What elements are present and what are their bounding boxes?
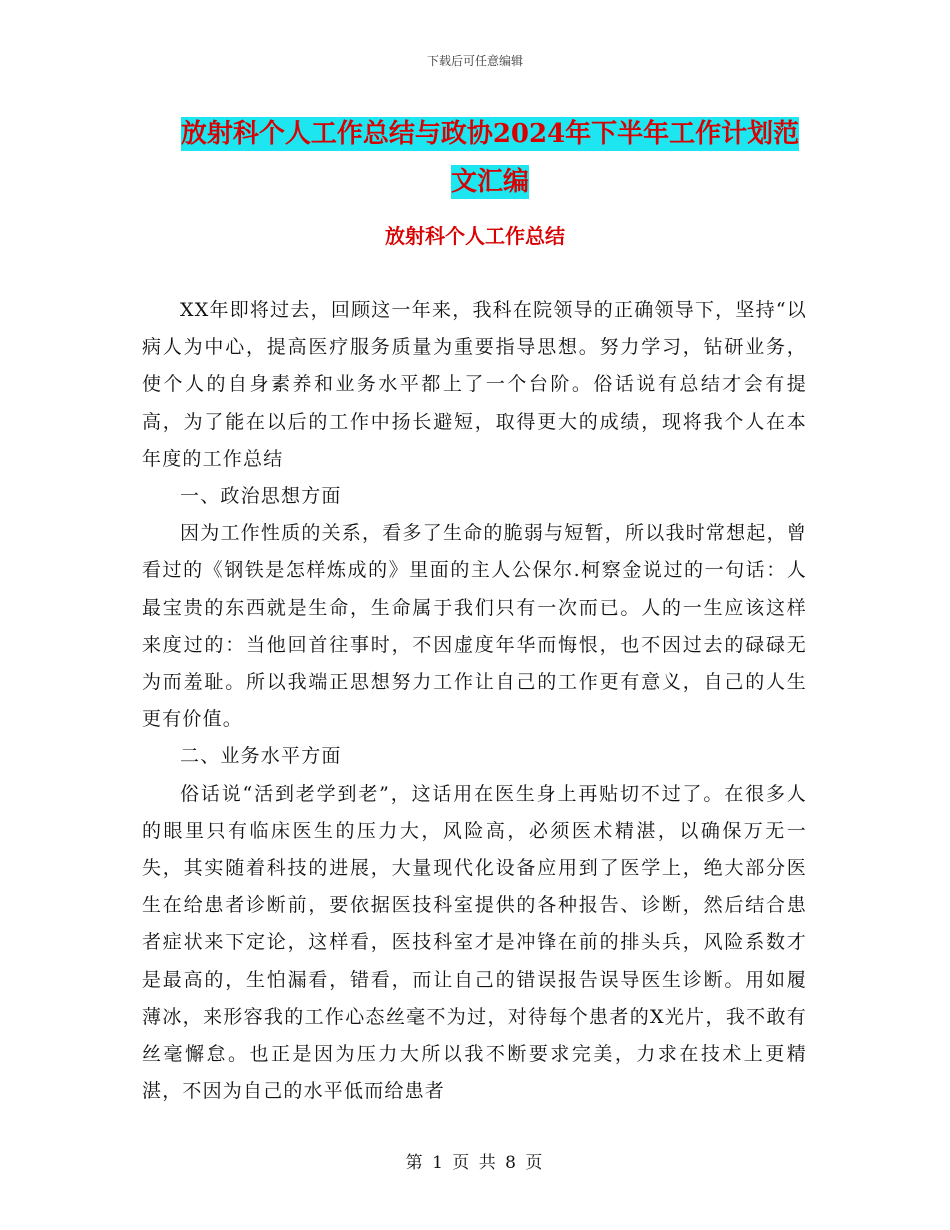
section-title: 放射科个人工作总结 <box>385 224 565 248</box>
paragraph-professional-level: 俗话说“活到老学到老”，这话用在医生身上再贴切不过了。在很多人的眼里只有临床医生的压力大，风险高，必须医术精湛，以确保万无一失，其实随着科技的进展，大量现代化设备应用到了医学上，绝大部分医生在给患者诊断前，要依据医技科室提供的各种报告、诊断，然后结合患者症状来下定论，这样看，医技科室才是冲锋在前的排头兵，风险系数才是最高的，生怕漏看，错看，而让自己的错误报告误导医生诊断。用如履薄冰，来形容我的工作心态丝毫不为过，对待每个患者的X光片，我不敢有丝毫懈怠。也正是因为压力大所以我不断要求完美，力求在技术上更精湛，不因为自己的水平低而给患者 <box>142 782 807 1103</box>
page-number-footer: 第 1 页 共 8 页 <box>405 1153 545 1173</box>
paragraph-political-thought: 因为工作性质的关系，看多了生命的脆弱与短暂，所以我时常想起，曾看过的《钢铁是怎样炼成的》里面的主人公保尔.柯察金说过的一句话：人最宝贵的东西就是生命，生命属于我们只有一次而已。人的一生应该这样来度过的：当他回首往事时，不因虚度年华而悔恨，也不因过去的碌碌无为而羞耻。所以我端正思想努力工作让自己的工作更有意义，自己的人生更有价值。 <box>142 522 807 731</box>
document-title <box>160 110 820 206</box>
document-title-line-2: 文汇编 <box>450 167 529 197</box>
heading-professional-level: 二、业务水平方面 <box>180 745 342 768</box>
document-title-line-1: 放射科个人工作总结与政协2024年下半年工作计划范 <box>180 119 800 149</box>
heading-political-thought: 一、政治思想方面 <box>180 485 342 508</box>
document-body <box>142 292 807 1110</box>
header-note: 下载后可任意编辑 <box>426 54 523 68</box>
paragraph-intro: XX年即将过去，回顾这一年来，我科在院领导的正确领导下，坚持“以病人为中心，提高医疗服务质量为重要指导思想。努力学习，钻研业务，使个人的自身素养和业务水平都上了一个台阶。俗话说有总结才会有提高，为了能在以后的工作中扬长避短，取得更大的成绩，现将我个人在本年度的工作总结 <box>142 299 807 470</box>
